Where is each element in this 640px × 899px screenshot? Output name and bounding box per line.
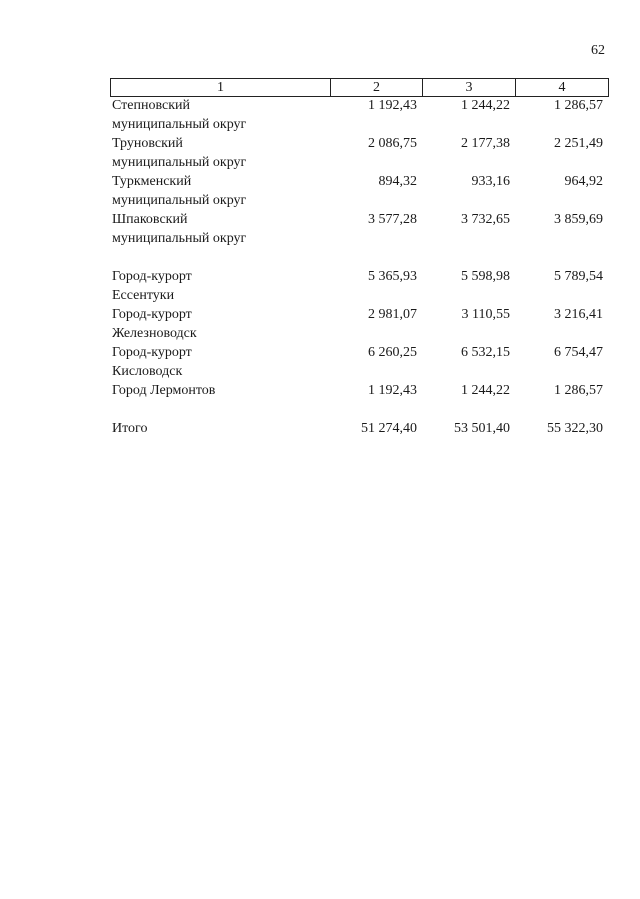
value-col3: 5 598,98 (461, 269, 510, 284)
table-row (110, 96, 608, 134)
value-col3: 933,16 (471, 174, 510, 189)
value-col3: 1 244,22 (461, 98, 510, 113)
total-label: Итого (112, 421, 148, 436)
row-name: Город-курорт Кисловодск (112, 345, 192, 379)
value-col2: 2 981,07 (368, 307, 417, 322)
table-row (110, 134, 608, 172)
value-col3: 6 532,15 (461, 345, 510, 360)
table-row (110, 381, 608, 400)
value-col4: 3 859,69 (554, 212, 603, 227)
row-name: Шпаковский муниципальный округ (112, 212, 247, 246)
row-name: Труновский муниципальный округ (112, 136, 247, 170)
value-col3: 1 244,22 (461, 383, 510, 398)
row-name: Город-курорт Ессентуки (112, 269, 192, 303)
value-col4: 2 251,49 (554, 136, 603, 151)
value-col4: 3 216,41 (554, 307, 603, 322)
table-row (110, 305, 608, 343)
column-number-4: 4 (516, 79, 609, 97)
total-col2: 51 274,40 (361, 421, 417, 436)
value-col4: 1 286,57 (554, 98, 603, 113)
row-name: Город-курорт Железноводск (112, 307, 197, 341)
value-col2: 3 577,28 (368, 212, 417, 227)
value-col2: 1 192,43 (368, 98, 417, 113)
table-row (110, 343, 608, 381)
total-col3: 53 501,40 (454, 421, 510, 436)
column-number-3: 3 (423, 79, 516, 97)
table-row (110, 172, 608, 210)
total-row (110, 419, 608, 438)
value-col2: 5 365,93 (368, 269, 417, 284)
value-col2: 894,32 (378, 174, 417, 189)
value-col4: 5 789,54 (554, 269, 603, 284)
column-number-1: 1 (111, 79, 331, 97)
value-col2: 1 192,43 (368, 383, 417, 398)
row-name: Степновский муниципальный округ (112, 98, 247, 132)
value-col4: 6 754,47 (554, 345, 603, 360)
row-name: Город Лермонтов (112, 383, 216, 398)
value-col4: 964,92 (564, 174, 603, 189)
data-table (110, 96, 608, 438)
value-col2: 2 086,75 (368, 136, 417, 151)
column-number-row (111, 79, 609, 97)
table-row (110, 267, 608, 305)
table-row (110, 210, 608, 248)
value-col2: 6 260,25 (368, 345, 417, 360)
spacer-row (110, 248, 608, 267)
table-header (110, 78, 609, 97)
column-number-2: 2 (331, 79, 423, 97)
value-col4: 1 286,57 (554, 383, 603, 398)
spacer-row (110, 400, 608, 419)
page-number: 62 (591, 43, 605, 58)
total-col4: 55 322,30 (547, 421, 603, 436)
value-col3: 3 732,65 (461, 212, 510, 227)
row-name: Туркменский муниципальный округ (112, 174, 247, 208)
value-col3: 2 177,38 (461, 136, 510, 151)
value-col3: 3 110,55 (461, 307, 510, 322)
